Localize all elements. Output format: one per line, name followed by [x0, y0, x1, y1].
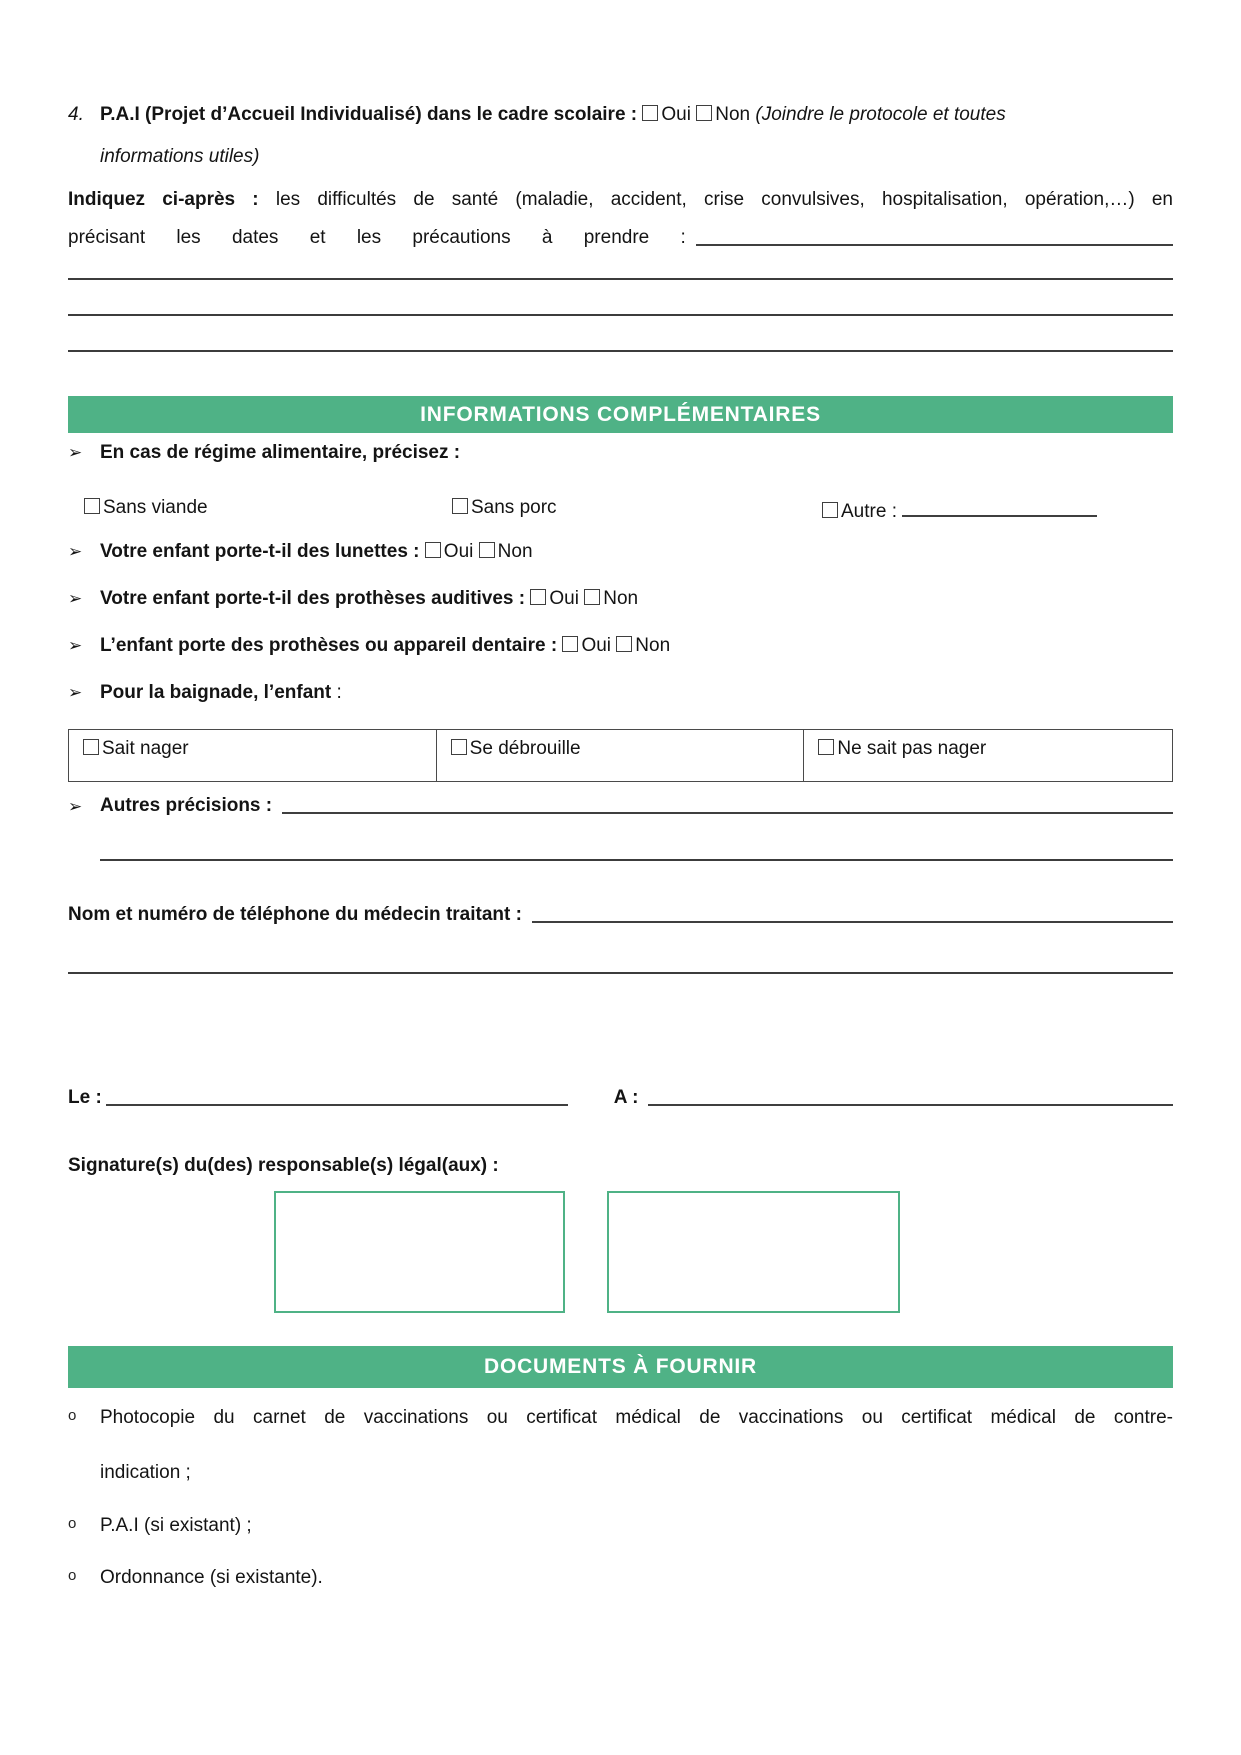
checkbox-label: Oui: [443, 541, 474, 562]
document-item-3: [68, 1567, 1173, 1589]
glasses-question-row: [68, 541, 1173, 563]
blank-writing-line[interactable]: [68, 350, 1173, 352]
checkbox-label: Sait nager: [102, 738, 189, 759]
checkbox-label: Non: [603, 588, 639, 609]
document-item-1-line2: indication ;: [100, 1462, 191, 1483]
arrow-bullet-icon: ➢: [68, 683, 83, 702]
checkbox-label: Non: [715, 104, 751, 125]
checkbox-icon[interactable]: [818, 739, 834, 755]
checkbox-icon[interactable]: [642, 105, 658, 121]
document-item-2: [68, 1515, 1173, 1537]
diet-option-sans-viande[interactable]: [84, 497, 208, 519]
place-input-line[interactable]: [648, 1104, 1173, 1106]
dental-oui-checkbox[interactable]: [562, 635, 611, 656]
checkbox-icon[interactable]: [83, 739, 99, 755]
checkbox-icon[interactable]: [696, 105, 712, 121]
indiquez-text-line2: précisant les dates et les précautions à prendre :: [68, 227, 686, 248]
other-details-row: [68, 795, 1173, 817]
glasses-question-label: Votre enfant porte-t-il des lunettes :: [100, 541, 420, 562]
section-title: DOCUMENTS À FOURNIR: [483, 1355, 758, 1378]
checkbox-label: Sans viande: [103, 497, 208, 518]
section-title: INFORMATIONS COMPLÉMENTAIRES: [420, 402, 821, 426]
checkbox-label: Oui: [581, 635, 612, 656]
pai-non-checkbox[interactable]: [696, 104, 750, 125]
dental-non-checkbox[interactable]: [616, 635, 670, 656]
checkbox-label: Sans porc: [471, 497, 557, 518]
swimming-question-label: Pour la baignade, l’enfant: [100, 682, 332, 703]
date-place-row: [68, 1087, 1173, 1109]
swim-option-sait-nager[interactable]: [69, 730, 437, 781]
checkbox-label: Oui: [661, 104, 691, 125]
signature-label: Signature(s) du(des) responsable(s) légal(aux) :: [68, 1155, 499, 1176]
pai-question-row: [68, 104, 1173, 126]
arrow-bullet-icon: ➢: [68, 443, 83, 462]
glasses-non-checkbox[interactable]: [479, 541, 533, 562]
arrow-bullet-icon: ➢: [68, 797, 83, 816]
diet-option-sans-porc[interactable]: [452, 497, 557, 519]
pai-note-line1: (Joindre le protocole et toutes: [755, 104, 1006, 125]
blank-writing-line[interactable]: [68, 278, 1173, 280]
checkbox-icon[interactable]: [451, 739, 467, 755]
dental-question-label: L’enfant porte des prothèses ou appareil dentaire :: [100, 635, 558, 656]
glasses-oui-checkbox[interactable]: [425, 541, 474, 562]
pai-note-line2: informations utiles): [100, 146, 260, 167]
checkbox-label: Oui: [549, 588, 579, 609]
swimming-question-row: [68, 682, 1173, 704]
checkbox-icon[interactable]: [562, 636, 578, 652]
hearing-oui-checkbox[interactable]: [530, 588, 579, 609]
date-input-line[interactable]: [106, 1104, 568, 1106]
checkbox-icon[interactable]: [452, 498, 468, 514]
other-details-input-line[interactable]: [282, 812, 1173, 814]
checkbox-label: Autre :: [841, 501, 897, 522]
other-details-label: Autres précisions :: [100, 795, 273, 816]
pai-oui-checkbox[interactable]: [642, 104, 691, 125]
swimming-question-colon: :: [331, 682, 342, 703]
section-header-documents: [68, 1346, 1173, 1388]
swim-option-ne-sait-pas[interactable]: [804, 730, 1172, 781]
section-header-informations: [68, 396, 1173, 433]
date-label: Le :: [68, 1087, 102, 1108]
signature-box-1[interactable]: [274, 1191, 565, 1313]
checkbox-label: Non: [497, 541, 533, 562]
health-difficulties-input-line[interactable]: [696, 244, 1173, 246]
indiquez-label: Indiquez ci-après :: [68, 189, 259, 210]
swim-ability-table: [68, 729, 1173, 782]
checkbox-icon[interactable]: [84, 498, 100, 514]
document-item-1: [68, 1407, 1173, 1429]
hearing-aid-question-row: [68, 588, 1173, 610]
swim-option-se-debrouille[interactable]: [437, 730, 805, 781]
place-label: A :: [613, 1087, 639, 1108]
document-item-text: Ordonnance (si existante).: [100, 1567, 323, 1588]
dental-question-row: [68, 635, 1173, 657]
circle-bullet-icon: o: [68, 1567, 77, 1584]
blank-writing-line[interactable]: [68, 314, 1173, 316]
checkbox-icon[interactable]: [616, 636, 632, 652]
document-item-text: P.A.I (si existant) ;: [100, 1515, 252, 1536]
checkbox-icon[interactable]: [425, 542, 441, 558]
checkbox-label: Non: [635, 635, 671, 656]
checkbox-label: Se débrouille: [469, 738, 581, 759]
doctor-row: [68, 904, 1173, 926]
arrow-bullet-icon: ➢: [68, 542, 83, 561]
diet-option-autre[interactable]: [822, 497, 1097, 523]
blank-writing-line[interactable]: [100, 859, 1173, 861]
doctor-input-line[interactable]: [532, 921, 1173, 923]
signature-box-2[interactable]: [607, 1191, 900, 1313]
item-number: 4.: [68, 104, 84, 125]
health-difficulties-line2: [68, 227, 1173, 249]
hearing-non-checkbox[interactable]: [584, 588, 638, 609]
doctor-label: Nom et numéro de téléphone du médecin traitant :: [68, 904, 522, 925]
pai-question-label: P.A.I (Projet d’Accueil Individualisé) dans le cadre scolaire :: [100, 104, 638, 125]
hearing-aid-question-label: Votre enfant porte-t-il des prothèses auditives :: [100, 588, 526, 609]
indiquez-text-line1: les difficultés de santé (maladie, accident, crise convulsives, hospitalisation, opération,…) en: [275, 189, 1174, 210]
checkbox-label: Ne sait pas nager: [837, 738, 987, 759]
circle-bullet-icon: o: [68, 1515, 77, 1532]
arrow-bullet-icon: ➢: [68, 636, 83, 655]
arrow-bullet-icon: ➢: [68, 589, 83, 608]
health-difficulties-intro: [68, 189, 1173, 211]
diet-question-row: [68, 442, 1173, 464]
diet-question-label: En cas de régime alimentaire, précisez :: [100, 442, 461, 463]
diet-autre-input-line[interactable]: [902, 497, 1097, 517]
checkbox-icon[interactable]: [479, 542, 495, 558]
circle-bullet-icon: o: [68, 1407, 77, 1424]
checkbox-icon[interactable]: [584, 589, 600, 605]
document-item-text: Photocopie du carnet de vaccinations ou certificat médical de vaccinations ou certificat médical de contre-: [100, 1407, 1173, 1428]
checkbox-icon[interactable]: [530, 589, 546, 605]
checkbox-icon[interactable]: [822, 502, 838, 518]
blank-writing-line[interactable]: [68, 972, 1173, 974]
